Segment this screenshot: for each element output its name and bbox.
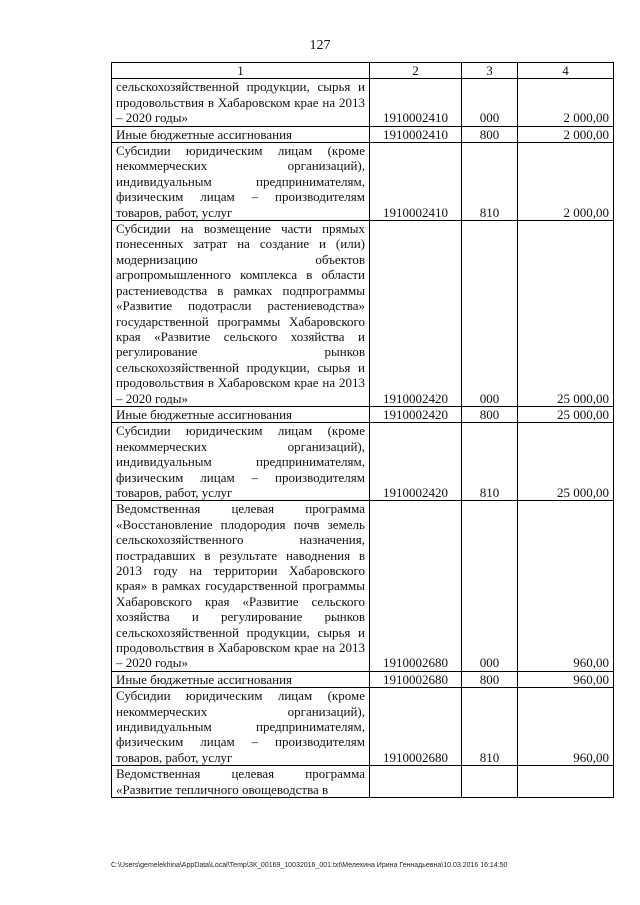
footer-file-path: C:\Users\gemelekhina\AppData\Local\Temp\ЗК_00169_10032016_001.txt\Мелехина Ирина Геннадьевна\10.03.2016 16:14:50 (111, 862, 508, 869)
row-amount: 960,00 (518, 501, 614, 671)
row-description: Субсидии юридическим лицам (кроме некоммерческих организаций), индивидуальным предпринимателям, физическим лицам – производителям товаров, работ, услуг (112, 423, 370, 501)
row-description: Ведомственная целевая программа «Развитие тепличного овощеводства в (112, 766, 370, 798)
row-description: Иные бюджетные ассигнования (112, 126, 370, 142)
row-description: Субсидии на возмещение части прямых понесенных затрат на создание и (или) модернизацию объектов агропромышленного комплекса в области растениеводства в рамках подпрограммы «Развитие подотрасли растениеводства» государственной программы Хабаровского края «Развитие сельского хозяйства и регулирование рынков сельскохозяйственной продукции, сырья и продовольствия в Хабаровском крае на 2013 – 2020 годы» (112, 221, 370, 407)
row-expense-type: 000 (462, 79, 518, 126)
row-description: Иные бюджетные ассигнования (112, 406, 370, 422)
row-target-code: 1910002420 (370, 406, 462, 422)
row-description: Ведомственная целевая программа «Восстановление плодородия почв земель сельскохозяйственного назначения, пострадавших в результате наводнения в 2013 году на территории Хабаровского края» в рамках государственной программы Хабаровского края «Развитие сельского хозяйства и регулирование рынков сельскохозяйственной продукции, сырья и продовольствия в Хабаровском крае на 2013 – 2020 годы» (112, 501, 370, 671)
row-expense-type: 810 (462, 143, 518, 221)
row-amount: 25 000,00 (518, 423, 614, 501)
row-amount: 25 000,00 (518, 406, 614, 422)
table-row (112, 143, 614, 221)
table-row (112, 766, 614, 798)
row-target-code: 1910002680 (370, 688, 462, 766)
column-header: 4 (518, 63, 614, 79)
table-row (112, 501, 614, 671)
table-row (112, 221, 614, 407)
row-description: Субсидии юридическим лицам (кроме некоммерческих организаций), индивидуальным предпринимателям, физическим лицам – производителям товаров, работ, услуг (112, 688, 370, 766)
table-row (112, 671, 614, 687)
row-expense-type: 000 (462, 501, 518, 671)
row-target-code: 1910002680 (370, 501, 462, 671)
table-row (112, 79, 614, 126)
row-expense-type: 810 (462, 688, 518, 766)
row-expense-type: 810 (462, 423, 518, 501)
column-header: 3 (462, 63, 518, 79)
table-header-row (112, 63, 614, 79)
column-header: 2 (370, 63, 462, 79)
row-expense-type: 800 (462, 126, 518, 142)
row-expense-type: 800 (462, 406, 518, 422)
row-target-code: 1910002410 (370, 126, 462, 142)
row-expense-type (462, 766, 518, 798)
row-target-code: 1910002410 (370, 143, 462, 221)
row-expense-type: 800 (462, 671, 518, 687)
row-description: Иные бюджетные ассигнования (112, 671, 370, 687)
column-header: 1 (112, 63, 370, 79)
row-amount (518, 766, 614, 798)
row-target-code: 1910002420 (370, 423, 462, 501)
row-target-code (370, 766, 462, 798)
row-target-code: 1910002410 (370, 79, 462, 126)
table-row (112, 406, 614, 422)
row-expense-type: 000 (462, 221, 518, 407)
row-amount: 2 000,00 (518, 79, 614, 126)
table-row (112, 688, 614, 766)
table-row (112, 126, 614, 142)
table-row (112, 423, 614, 501)
row-amount: 960,00 (518, 688, 614, 766)
row-amount: 960,00 (518, 671, 614, 687)
row-amount: 25 000,00 (518, 221, 614, 407)
row-target-code: 1910002420 (370, 221, 462, 407)
row-amount: 2 000,00 (518, 143, 614, 221)
row-description: сельскохозяйственной продукции, сырья и продовольствия в Хабаровском крае на 2013 – 2020 годы» (112, 79, 370, 126)
row-target-code: 1910002680 (370, 671, 462, 687)
page-number: 127 (309, 38, 331, 53)
row-amount: 2 000,00 (518, 126, 614, 142)
budget-table (111, 62, 614, 798)
row-description: Субсидии юридическим лицам (кроме некоммерческих организаций), индивидуальным предпринимателям, физическим лицам – производителям товаров, работ, услуг (112, 143, 370, 221)
